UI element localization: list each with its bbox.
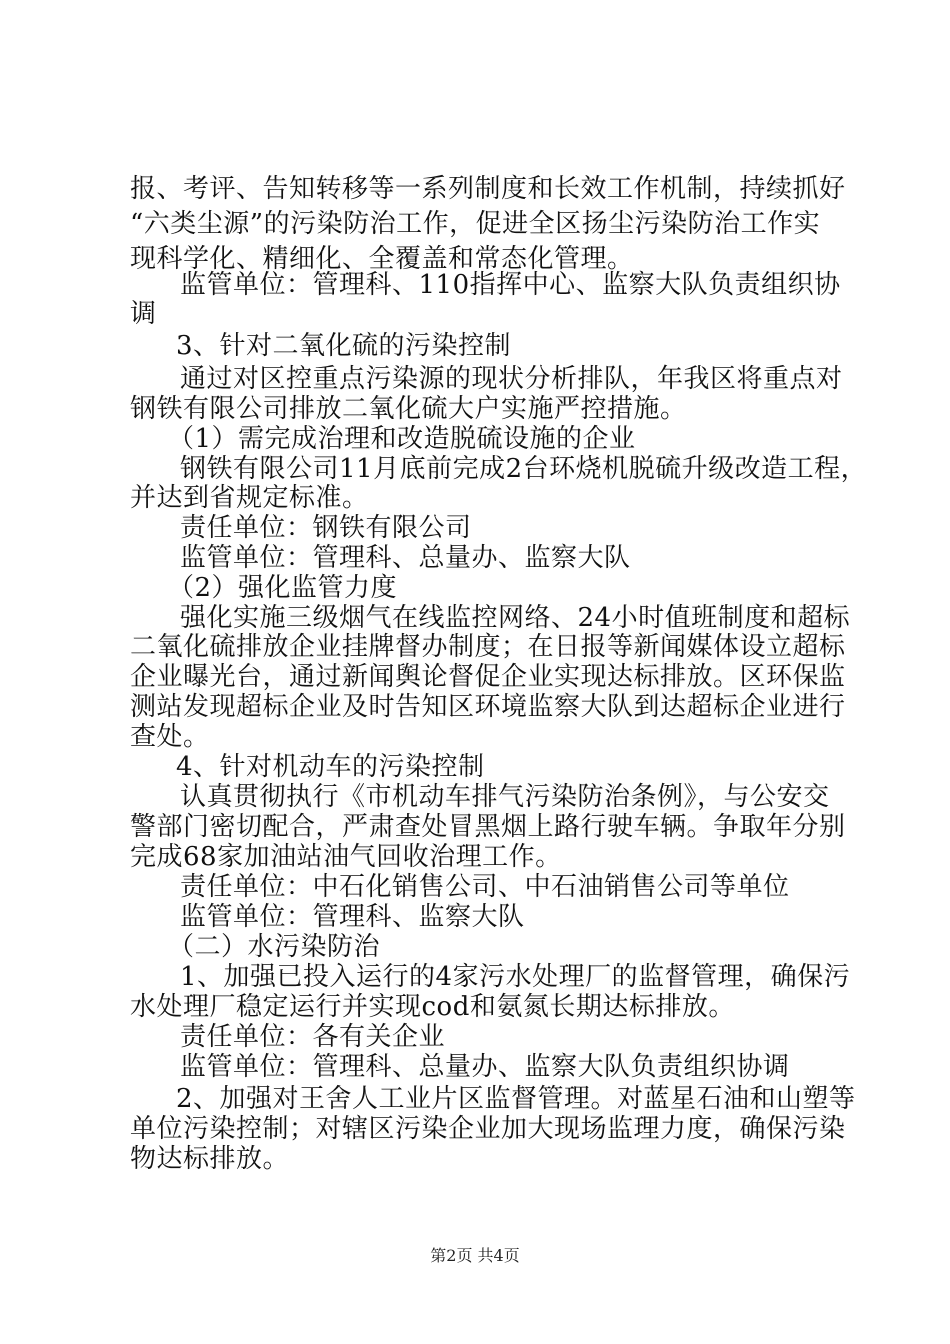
text-line: 监管单位：管理科、监察大队 <box>180 902 525 932</box>
text-line: 物达标排放。 <box>130 1144 290 1174</box>
text-line: 查处。 <box>130 722 210 752</box>
text-line: 企业曝光台，通过新闻舆论督促企业实现达标排放。区环保监 <box>130 662 846 692</box>
text-line: 监管单位：管理科、110指挥中心、监察大队负责组织协 <box>180 270 841 300</box>
text-line: 完成68家加油站油气回收治理工作。 <box>130 842 562 872</box>
text-line: 监管单位：管理科、总量办、监察大队负责组织协调 <box>180 1052 790 1082</box>
text-line: 1、加强已投入运行的4家污水处理厂的监督管理，确保污 <box>180 962 851 992</box>
text-line: 责任单位：中石化销售公司、中石油销售公司等单位 <box>180 872 790 902</box>
subsection-heading: （2）强化监管力度 <box>168 573 398 603</box>
text-line: 并达到省规定标准。 <box>130 483 369 513</box>
text-line: 现科学化、精细化、全覆盖和常态化管理。 <box>130 244 634 274</box>
text-line: 测站发现超标企业及时告知区环境监察大队到达超标企业进行 <box>130 692 846 722</box>
subsection-heading: （二）水污染防治 <box>168 932 381 962</box>
text-line: 报、考评、告知转移等一系列制度和长效工作机制，持续抓好 <box>130 174 846 204</box>
text-line: 责任单位：各有关企业 <box>180 1022 446 1052</box>
text-line: 钢铁有限公司11月底前完成2台环烧机脱硫升级改造工程， <box>180 454 868 484</box>
text-line: 责任单位：钢铁有限公司 <box>180 513 472 543</box>
text-line: 监管单位：管理科、总量办、监察大队 <box>180 543 631 573</box>
section-heading: 3、针对二氧化硫的污染控制 <box>176 331 512 361</box>
text-line: 二氧化硫排放企业挂牌督办制度；在日报等新闻媒体设立超标 <box>130 632 846 662</box>
subsection-heading: （1）需完成治理和改造脱硫设施的企业 <box>168 424 636 454</box>
text-line: “六类尘源”的污染防治工作，促进全区扬尘污染防治工作实 <box>130 209 821 239</box>
text-line: 通过对区控重点污染源的现状分析排队，年我区将重点对 <box>180 364 843 394</box>
text-line: 单位污染控制；对辖区污染企业加大现场监理力度，确保污染 <box>130 1114 846 1144</box>
page-number-footer: 第2页 共4页 <box>430 1246 520 1265</box>
section-heading: 4、针对机动车的污染控制 <box>176 752 485 782</box>
text-line: 认真贯彻执行《市机动车排气污染防治条例》，与公安交 <box>180 782 830 812</box>
text-line: 调 <box>130 299 157 329</box>
text-line: 2、加强对王舍人工业片区监督管理。对蓝星石油和山塑等 <box>176 1084 856 1114</box>
text-line: 警部门密切配合，严肃查处冒黑烟上路行驶车辆。争取年分别 <box>130 812 846 842</box>
text-line: 强化实施三级烟气在线监控网络、24小时值班制度和超标 <box>180 603 851 633</box>
text-line: 水处理厂稳定运行并实现cod和氨氮长期达标排放。 <box>130 992 735 1022</box>
text-line: 钢铁有限公司排放二氧化硫大户实施严控措施。 <box>130 394 687 424</box>
